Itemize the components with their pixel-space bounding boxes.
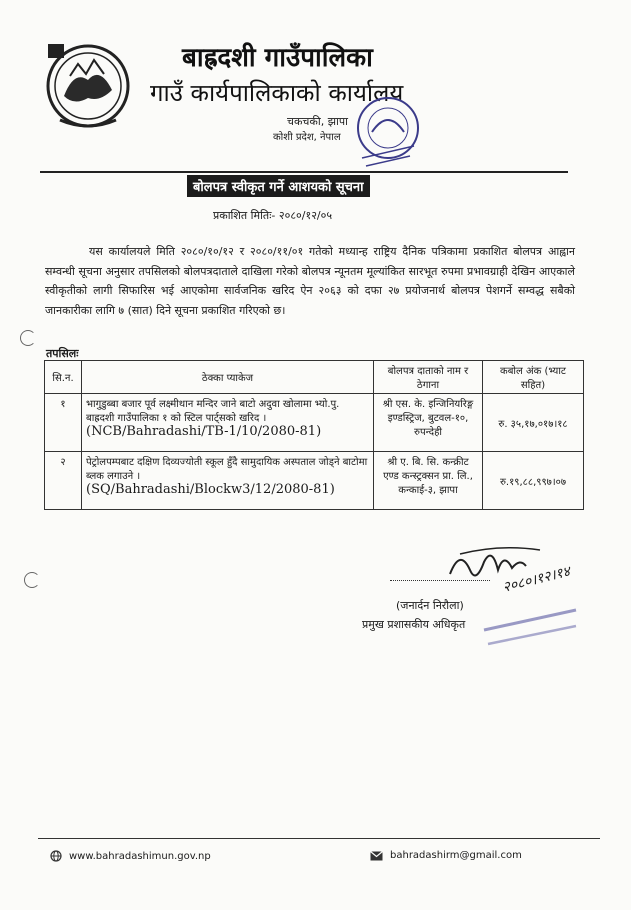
table-row: [45, 394, 584, 452]
package-description: पेट्रोलपम्पबाट दक्षिण दिव्यज्योती स्कूल हुँदै सामुदायिक अस्पताल जोड्ने बाटोमा ब्लक लगाउने ।: [86, 457, 368, 482]
address-line-1: चकचकी, झापा: [287, 115, 348, 128]
office-name: गाउँ कार्यपालिकाको कार्यालय: [150, 79, 404, 107]
table-row: [45, 452, 584, 510]
signatory-name: (जनार्दन निरौला): [396, 599, 464, 612]
footer-email: [370, 850, 522, 861]
package-code: (NCB/Bahradashi/TB-1/10/2080-81): [86, 424, 322, 439]
package-code: (SQ/Bahradashi/Blockw3/12/2080-81): [86, 482, 335, 497]
signature-line: [390, 580, 490, 581]
bid-table: [44, 360, 584, 510]
header-bidder: बोलपत्र दाताको नाम र ठेगाना: [374, 361, 483, 394]
cell-bidder: श्री एस. के. इन्जिनियरिङ्ग इण्डस्ट्रिज, बुटवल-१०, रुपन्देही: [374, 394, 483, 452]
official-stamp: [352, 88, 424, 174]
notice-title: बोलपत्र स्वीकृत गर्ने आशयको सूचना: [187, 175, 370, 197]
cell-sn: २: [45, 452, 82, 510]
header-sn: सि.न.: [45, 361, 82, 394]
name-stamp: [480, 600, 580, 652]
cell-amount: रु. ३५,१७,०१७।१८: [483, 394, 584, 452]
handwritten-signature: [440, 540, 580, 600]
punch-hole-mark: [24, 572, 40, 588]
header-package: ठेक्का प्याकेज: [82, 361, 374, 394]
footer-divider: [38, 838, 600, 839]
globe-icon: [50, 850, 62, 862]
footer-website: [50, 850, 211, 862]
cell-sn: १: [45, 394, 82, 452]
cell-amount: रु.१९,८८,९९७।०७: [483, 452, 584, 510]
published-date: प्रकाशित मितिः- २०८०/१२/०५: [213, 209, 333, 222]
cell-package: [82, 452, 374, 510]
municipality-name: बाह्रदशी गाउँपालिका: [182, 43, 373, 73]
tapsil-label: तपसिलः: [46, 347, 79, 360]
notice-body: यस कार्यालयले मिति २०८०/१०/१२ र २०८०/११/०१ गतेको मध्यान्ह राष्ट्रिय दैनिक पत्रिकामा प्रकाशित बोलपत्र आह्वान सम्वन्धी सूचना अनुसार तपसिलको बोलपत्रदाताले दाखिला गरेको बोलपत्र न्यूनतम मूल्यांकित सारभूत रुपमा प्रभावग्राही देखिन आएकाले स्वीकृतीको लागी सिफारिस भई आएकोमा सार्वजनिक खरिद ऐन २०६३ को दफा २७ प्रयोजनार्थ बोलपत्र पेशगर्ने सम्वद्ध सबैको जानकारीका लागि ७ (सात) दिने सूचना प्रकाशित गरिएको छ।: [45, 245, 575, 317]
signature-date: २०८०।१२।१४: [501, 563, 572, 596]
address-line-2: कोशी प्रदेश, नेपाल: [273, 132, 341, 143]
website-text: www.bahradashimun.gov.np: [69, 850, 211, 862]
cell-package: [82, 394, 374, 452]
signatory-title: प्रमुख प्रशासकीय अधिकृत: [362, 618, 466, 631]
cell-bidder: श्री ए. बि. सि. कन्क्रीट एण्ड कन्स्ट्रक्सन प्रा. लि., कन्काई-३, झापा: [374, 452, 483, 510]
municipality-emblem: [40, 40, 136, 130]
header-amount: कबोल अंक (भ्याट सहित): [483, 361, 584, 394]
header-divider: [40, 171, 568, 173]
email-text: bahradashirm@gmail.com: [390, 850, 522, 861]
table-header-row: [45, 361, 584, 394]
package-description: भागुडुब्बा बजार पूर्व लक्ष्मीथान मन्दिर जाने बाटो अदुवा खोलामा भ्यो.पु. बाह्रदशी गाउँपालिका १ को स्टिल पार्ट्सको खरिद ।: [86, 399, 340, 424]
punch-hole-mark: [20, 330, 36, 346]
envelope-icon: [370, 851, 383, 861]
